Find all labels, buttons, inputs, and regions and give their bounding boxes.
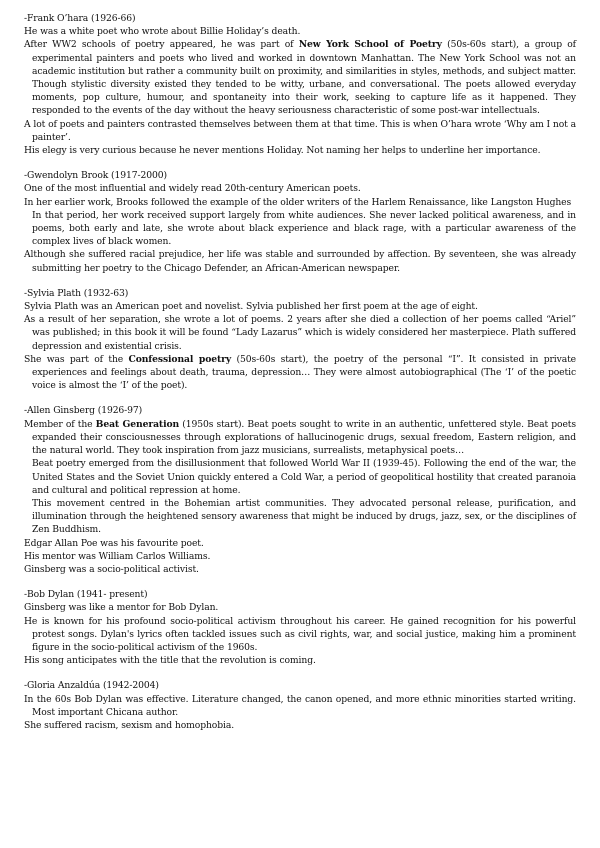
section-heading: -Frank O’hara (1926-66) — [24, 13, 136, 24]
paragraph: She suffered racism, sexism and homophobia. — [24, 719, 235, 731]
paragraph: Beat poetry emerged from the disillusionment that followed World War II (1939-45). Following the end of the war, the United States and the Soviet Union quickly entered a Cold War, a period of geopolitical hostility that created paranoia and cultural and political repression at home. — [32, 458, 576, 496]
section-heading: -Gloria Anzaldúa (1942-2004) — [24, 680, 159, 692]
paragraph — [24, 418, 576, 458]
section-gloria-anzaldua — [24, 679, 576, 732]
bold-term: Confessional poetry — [128, 353, 232, 365]
paragraph: This movement centred in the Bohemian artist communities. They advocated personal release, purification, and illumination through the heightened sensory awareness that might be induced by drugs, jazz, sex, or the disciplines of Zen Buddhism. — [32, 497, 576, 536]
paragraph: Although she suffered racial prejudice, her life was stable and surrounded by affection. By seventeen, she was already submitting her poetry to the Chicago Defender, an African-American newspaper. — [24, 249, 576, 274]
section-sylvia-plath — [24, 287, 576, 393]
paragraph — [24, 353, 576, 393]
paragraph: Sylvia Plath was an American poet and novelist. Sylvia published her first poem at the age of eight. — [24, 301, 478, 313]
text-run: Member of the — [24, 418, 96, 430]
text-run: (50s-60s start), the poetry of the personal “I”. It consisted in private experiences and feelings about death, trauma, depression… They were almost autobiographical (The ‘I’ of the poetic voice is almost the ‘I’ of the poet). — [32, 353, 576, 392]
paragraph: His mentor was William Carlos Williams. — [24, 550, 211, 562]
bold-term: Beat Generation — [95, 418, 180, 430]
paragraph: Edgar Allan Poe was his favourite poet. — [24, 537, 204, 549]
text-run: (1950s start). Beat poets sought to write in an authentic, unfettered style. Beat poets expanded their consciousnesses through explorations of hallucinogenic drugs, sexual freedom, Eastern religion, and the natural world. They took inspiration from jazz musicians, surrealists, metaphysical poets… — [32, 418, 576, 457]
paragraph: As a result of her separation, she wrote a lot of poems. 2 years after she died a collection of her poems called “Ariel” was published; in this book it will be found “Lady Lazarus” which is widely considered her masterpiece. Plath suffered depression and existential crisis. — [24, 314, 576, 352]
paragraph: He is known for his profound socio-political activism throughout his career. He gained recognition for his powerful protest songs. Dylan's lyrics often tackled issues such as civil rights, war, and social justice, making him a prominent figure in the socio-political activism of the 1960s. — [24, 615, 576, 653]
section-gwendolyn-brook — [24, 169, 576, 275]
section-bob-dylan — [24, 588, 576, 667]
paragraph: He was a white poet who wrote about Billie Holiday’s death. — [24, 26, 301, 38]
section-heading: -Gwendolyn Brook (1917-2000) — [24, 170, 167, 182]
bold-term: New York School of Poetry — [298, 39, 442, 51]
paragraph: His song anticipates with the title that the revolution is coming. — [24, 655, 316, 667]
paragraph: His elegy is very curious because he never mentions Holiday. Not naming her helps to underline her importance. — [24, 145, 541, 157]
text-run: After WW2 schools of poetry appeared, he was part of — [24, 39, 299, 51]
section-allen-ginsberg — [24, 404, 576, 576]
section-heading: -Sylvia Plath (1932-63) — [24, 287, 129, 299]
paragraph: In that period, her work received support largely from white audiences. She never lacked political awareness, and in poems, both early and late, she wrote about black experience and black rage, with a particular awareness of the complex lives of black women. — [32, 209, 576, 248]
paragraph: A lot of poets and painters contrasted themselves between them at that time. This is when O’hara wrote ‘Why am I not a painter’. — [24, 118, 576, 143]
paragraph — [24, 38, 576, 117]
section-frank-ohara — [24, 12, 576, 157]
paragraph: Ginsberg was like a mentor for Bob Dylan. — [24, 602, 219, 614]
paragraph: One of the most influential and widely read 20th-century American poets. — [24, 183, 361, 195]
paragraph: In her earlier work, Brooks followed the example of the older writers of the Harlem Renaissance, like Langston Hughes — [24, 196, 572, 208]
paragraph: In the 60s Bob Dylan was effective. Literature changed, the canon opened, and more ethnic minorities started writing. Most important Chicana author. — [24, 693, 576, 718]
section-heading: -Allen Ginsberg (1926-97) — [24, 405, 143, 417]
section-heading: -Bob Dylan (1941- present) — [24, 589, 148, 601]
paragraph: Ginsberg was a socio-political activist. — [24, 563, 199, 575]
text-run: (50s-60s start), a group of experimental painters and poets who lived and worked in downtown Manhattan. The New York School was not an academic institution but rather a community built on proximity, and similarities in styles, methods, and subject matter. Though stylistic diversity existed they tended to be witty, urbane, and conversational. The poets allowed everyday moments, pop culture, humour, and spontaneity into their work, seeking to capture life as it happened. They responded to the events of the day without the heavy seriousness characteristic of some post-war intellectuals. — [32, 39, 576, 117]
text-run: She was part of the — [24, 353, 129, 365]
